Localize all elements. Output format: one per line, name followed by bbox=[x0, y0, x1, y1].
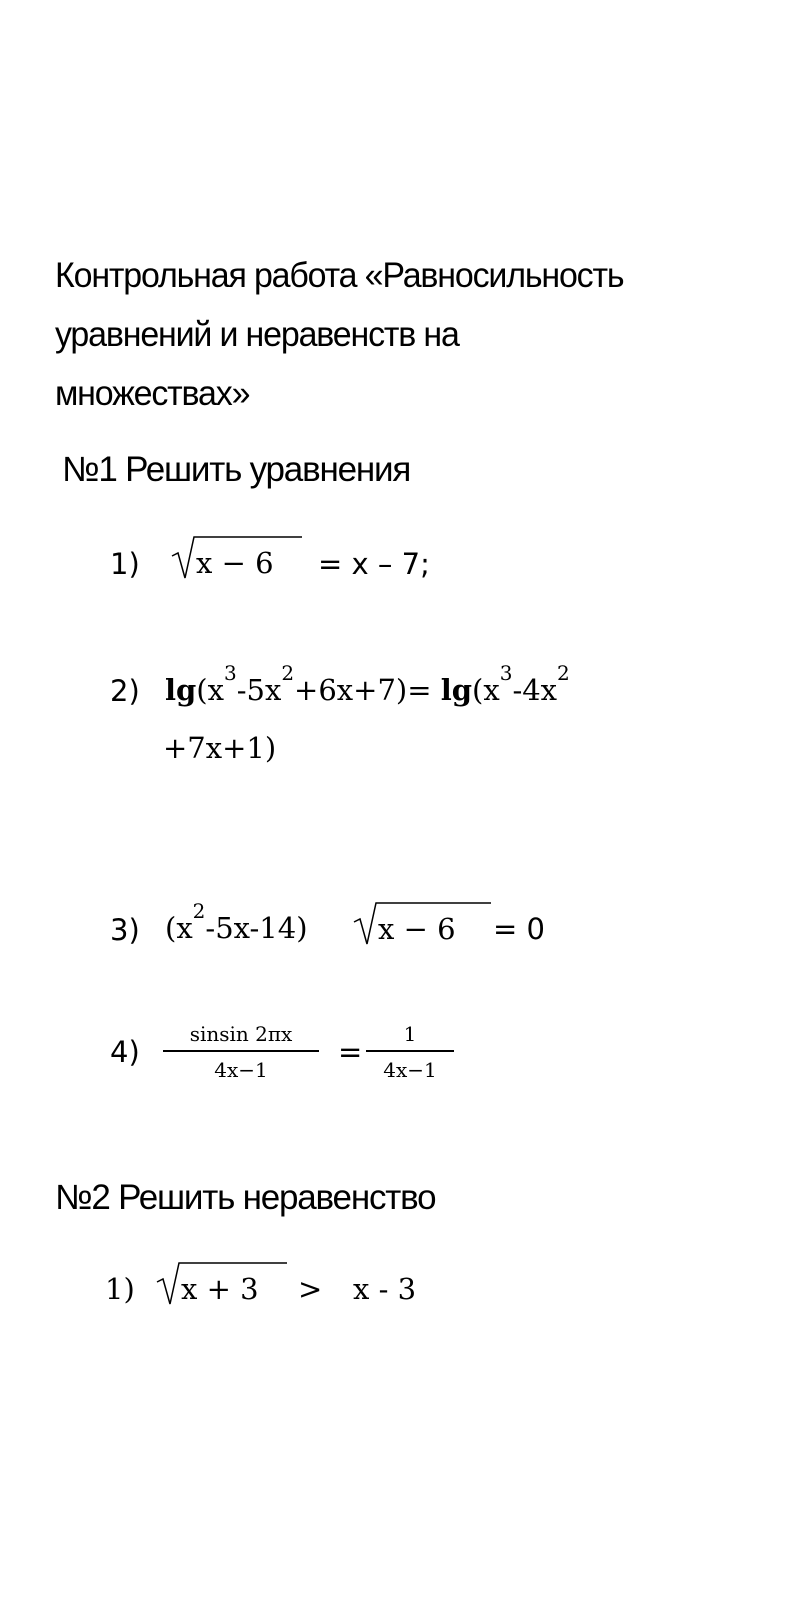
equation-3-number: 3) bbox=[110, 913, 140, 947]
inequality-1-number: 1) bbox=[105, 1272, 135, 1306]
equation-2-number: 2) bbox=[110, 674, 140, 708]
title-line-1: Контрольная работа «Равносильность bbox=[55, 256, 624, 295]
equation-2-line-1 bbox=[165, 661, 570, 707]
equation-3-part: (x bbox=[165, 911, 193, 945]
inequality-1-radicand: x + 3 bbox=[181, 1272, 259, 1306]
exponent: 3 bbox=[223, 661, 237, 685]
equation-4-number: 4) bbox=[110, 1035, 140, 1069]
exponent: 3 bbox=[499, 661, 513, 685]
equation-3-rhs: = 0 bbox=[493, 912, 545, 946]
equation-2-line-2: +7x+1) bbox=[163, 731, 277, 765]
equation-4-right-fraction bbox=[366, 1024, 454, 1080]
equation-1-rhs: = x – 7; bbox=[318, 547, 430, 581]
equation-2-part: (x bbox=[196, 673, 224, 707]
equation-4-left-denominator: 4x−1 bbox=[214, 1057, 268, 1082]
exponent: 2 bbox=[557, 661, 570, 685]
exponent: 2 bbox=[192, 899, 206, 923]
task2-heading: №2 Решить неравенство bbox=[55, 1178, 436, 1217]
equation-4-right-denominator: 4x−1 bbox=[383, 1057, 437, 1082]
equation-4-left-numerator: sinsin 2πx bbox=[189, 1022, 293, 1046]
title-line-2: уравнений и неравенств на bbox=[55, 315, 459, 354]
fraction-bar bbox=[366, 1050, 454, 1052]
equation-3-factor bbox=[165, 899, 308, 945]
equation-2-part: (x bbox=[472, 673, 500, 707]
equation-3-radicand: x − 6 bbox=[378, 912, 456, 946]
equation-2-part: -4x bbox=[512, 673, 558, 707]
equation-2-part: -5x bbox=[236, 673, 282, 707]
equation-3-part: -5x-14) bbox=[205, 911, 308, 945]
equation-1-number: 1) bbox=[110, 547, 140, 581]
equation-2-part: +6x+7)= bbox=[294, 673, 432, 707]
exponent: 2 bbox=[281, 661, 295, 685]
task1-heading: №1 Решить уравнения bbox=[62, 450, 411, 489]
inequality-1-relation: > bbox=[298, 1272, 323, 1306]
equation-1-radicand: x − 6 bbox=[196, 546, 274, 580]
equation-4-right-numerator: 1 bbox=[403, 1022, 417, 1046]
equation-4-left-fraction bbox=[163, 1024, 319, 1080]
equation-2-lg-2: lg bbox=[440, 673, 473, 707]
fraction-bar bbox=[163, 1050, 319, 1052]
inequality-1-rhs: x - 3 bbox=[353, 1272, 417, 1306]
page-title bbox=[55, 246, 734, 423]
equation-4-equals: = bbox=[338, 1035, 363, 1069]
equation-2-lg-1: lg bbox=[165, 673, 197, 707]
title-line-3: множествах» bbox=[55, 374, 250, 413]
